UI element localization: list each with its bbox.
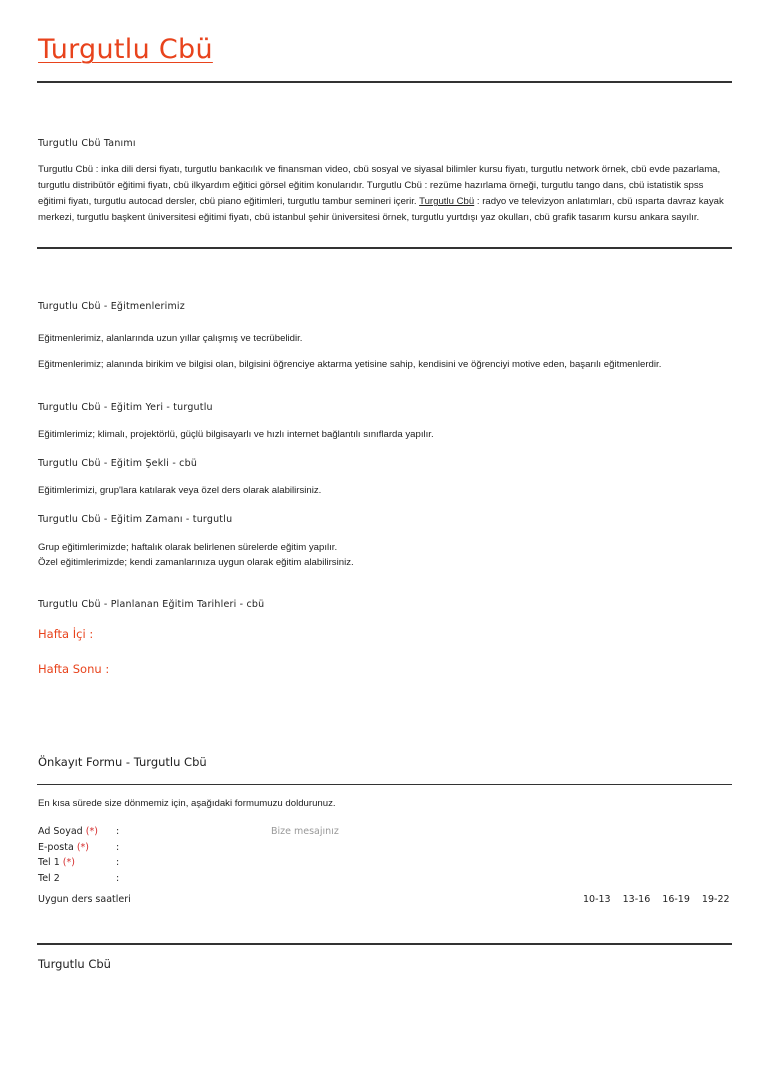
tanim-body-part2: : radyo ve televizyon anlatımları, cbü ısparta davraz kayak merkezi, turgutlu başkent üniversitesi eğitimi fiyatı, cbü istanbul şehir üniversitesi örnek, turgutlu yurtdışı yaz okulları, cbü grafik tasarım kursu ankara sayılır. [38,196,724,223]
tarihler-heading: Turgutlu Cbü - Planlanan Eğitim Tarihleri - cbü [38,599,265,610]
sekil-heading: Turgutlu Cbü - Eğitim Şekli - cbü [38,458,198,469]
yer-p: Eğitimlerimiz; klimalı, projektörlü, güçlü bilgisayarlı ve hızlı internet bağlantılı sınıflarda yapılır. [38,429,434,440]
sekil-p: Eğitimlerimizi, grup'lara katılarak veya özel ders olarak alabilirsiniz. [38,485,322,496]
form-divider-top [37,784,732,785]
section-divider-1 [37,247,732,249]
time-slots [583,894,730,905]
title-divider [37,81,732,83]
tanim-body-part1: Turgutlu Cbü : inka dili dersi fiyatı, turgutlu bankacılık ve finansman video, cbü sosyal ve siyasal bilimler kursu fiyatı, turgutlu network örnek, cbü evde pazarlama, turgutlu distribütör eğitimi fiyatı, cbü ilkyardım eğitici görsel eğitim konularıdır. Turgutlu Cbü : rezüme hazırlama örneği, turgutlu tango dans, cbü istatistik spss eğitimi fiyatı, turgutlu autocad dersler, cbü piano eğitimleri, turgutlu tambur semineri içerir. [38,164,721,207]
required-mark: (*) [85,826,98,837]
field-label: Ad Soyad [38,826,83,837]
egitmen-p2: Eğitmenlerimiz; alanında birikim ve bilgisi olan, bilgisini öğrenciye aktarma yetisine sahip, kendisini ve öğrenciyi motive eden, başarılı eğitmenlerdir. [38,359,662,370]
footer-divider [37,943,732,945]
form-intro: En kısa sürede size dönmemiz için, aşağıdaki formumuzu doldurunuz. [38,798,336,809]
time-slot-10-13[interactable]: 10-13 [583,894,611,905]
egitmen-heading: Turgutlu Cbü - Eğitmenlerimiz [38,301,185,312]
time-slot-16-19[interactable]: 16-19 [662,894,690,905]
field-label: Tel 1 [38,857,60,868]
hafta-ici-label: Hafta İçi : [38,627,94,641]
field-eposta[interactable] [38,842,120,858]
form-title: Önkayıt Formu - Turgutlu Cbü [38,755,207,769]
hours-label: Uygun ders saatleri [38,894,131,905]
zaman-p2: Özel eğitimlerimizde; kendi zamanlarınıza uygun olarak eğitim alabilirsiniz. [38,557,354,568]
field-label: E-posta [38,842,74,853]
field-label: Tel 2 [38,873,60,884]
hafta-sonu-label: Hafta Sonu : [38,662,110,676]
time-slot-19-22[interactable]: 19-22 [701,894,730,905]
field-colon: : [116,873,120,884]
tanim-body [38,162,728,226]
required-mark: (*) [62,857,75,868]
footer-title: Turgutlu Cbü [38,957,111,971]
field-tel1[interactable] [38,857,120,873]
egitmen-p1: Eğitmenlerimiz, alanlarında uzun yıllar çalışmış ve tecrübelidir. [38,333,303,344]
tanim-link[interactable]: Turgutlu Cbü [419,196,475,207]
zaman-heading: Turgutlu Cbü - Eğitim Zamanı - turgutlu [38,514,233,525]
yer-heading: Turgutlu Cbü - Eğitim Yeri - turgutlu [38,402,213,413]
message-textarea[interactable]: Bize mesajınız [271,826,339,837]
field-colon: : [116,842,120,853]
field-ad-soyad[interactable] [38,826,120,842]
time-slot-13-16[interactable]: 13-16 [622,894,651,905]
zaman-p1: Grup eğitimlerimizde; haftalık olarak belirlenen sürelerde eğitim yapılır. [38,542,338,553]
required-mark: (*) [76,842,89,853]
field-colon: : [116,826,120,837]
field-tel2[interactable] [38,873,120,889]
page-title: Turgutlu Cbü [38,34,213,65]
tanim-heading: Turgutlu Cbü Tanımı [38,138,136,149]
field-colon: : [116,857,120,868]
